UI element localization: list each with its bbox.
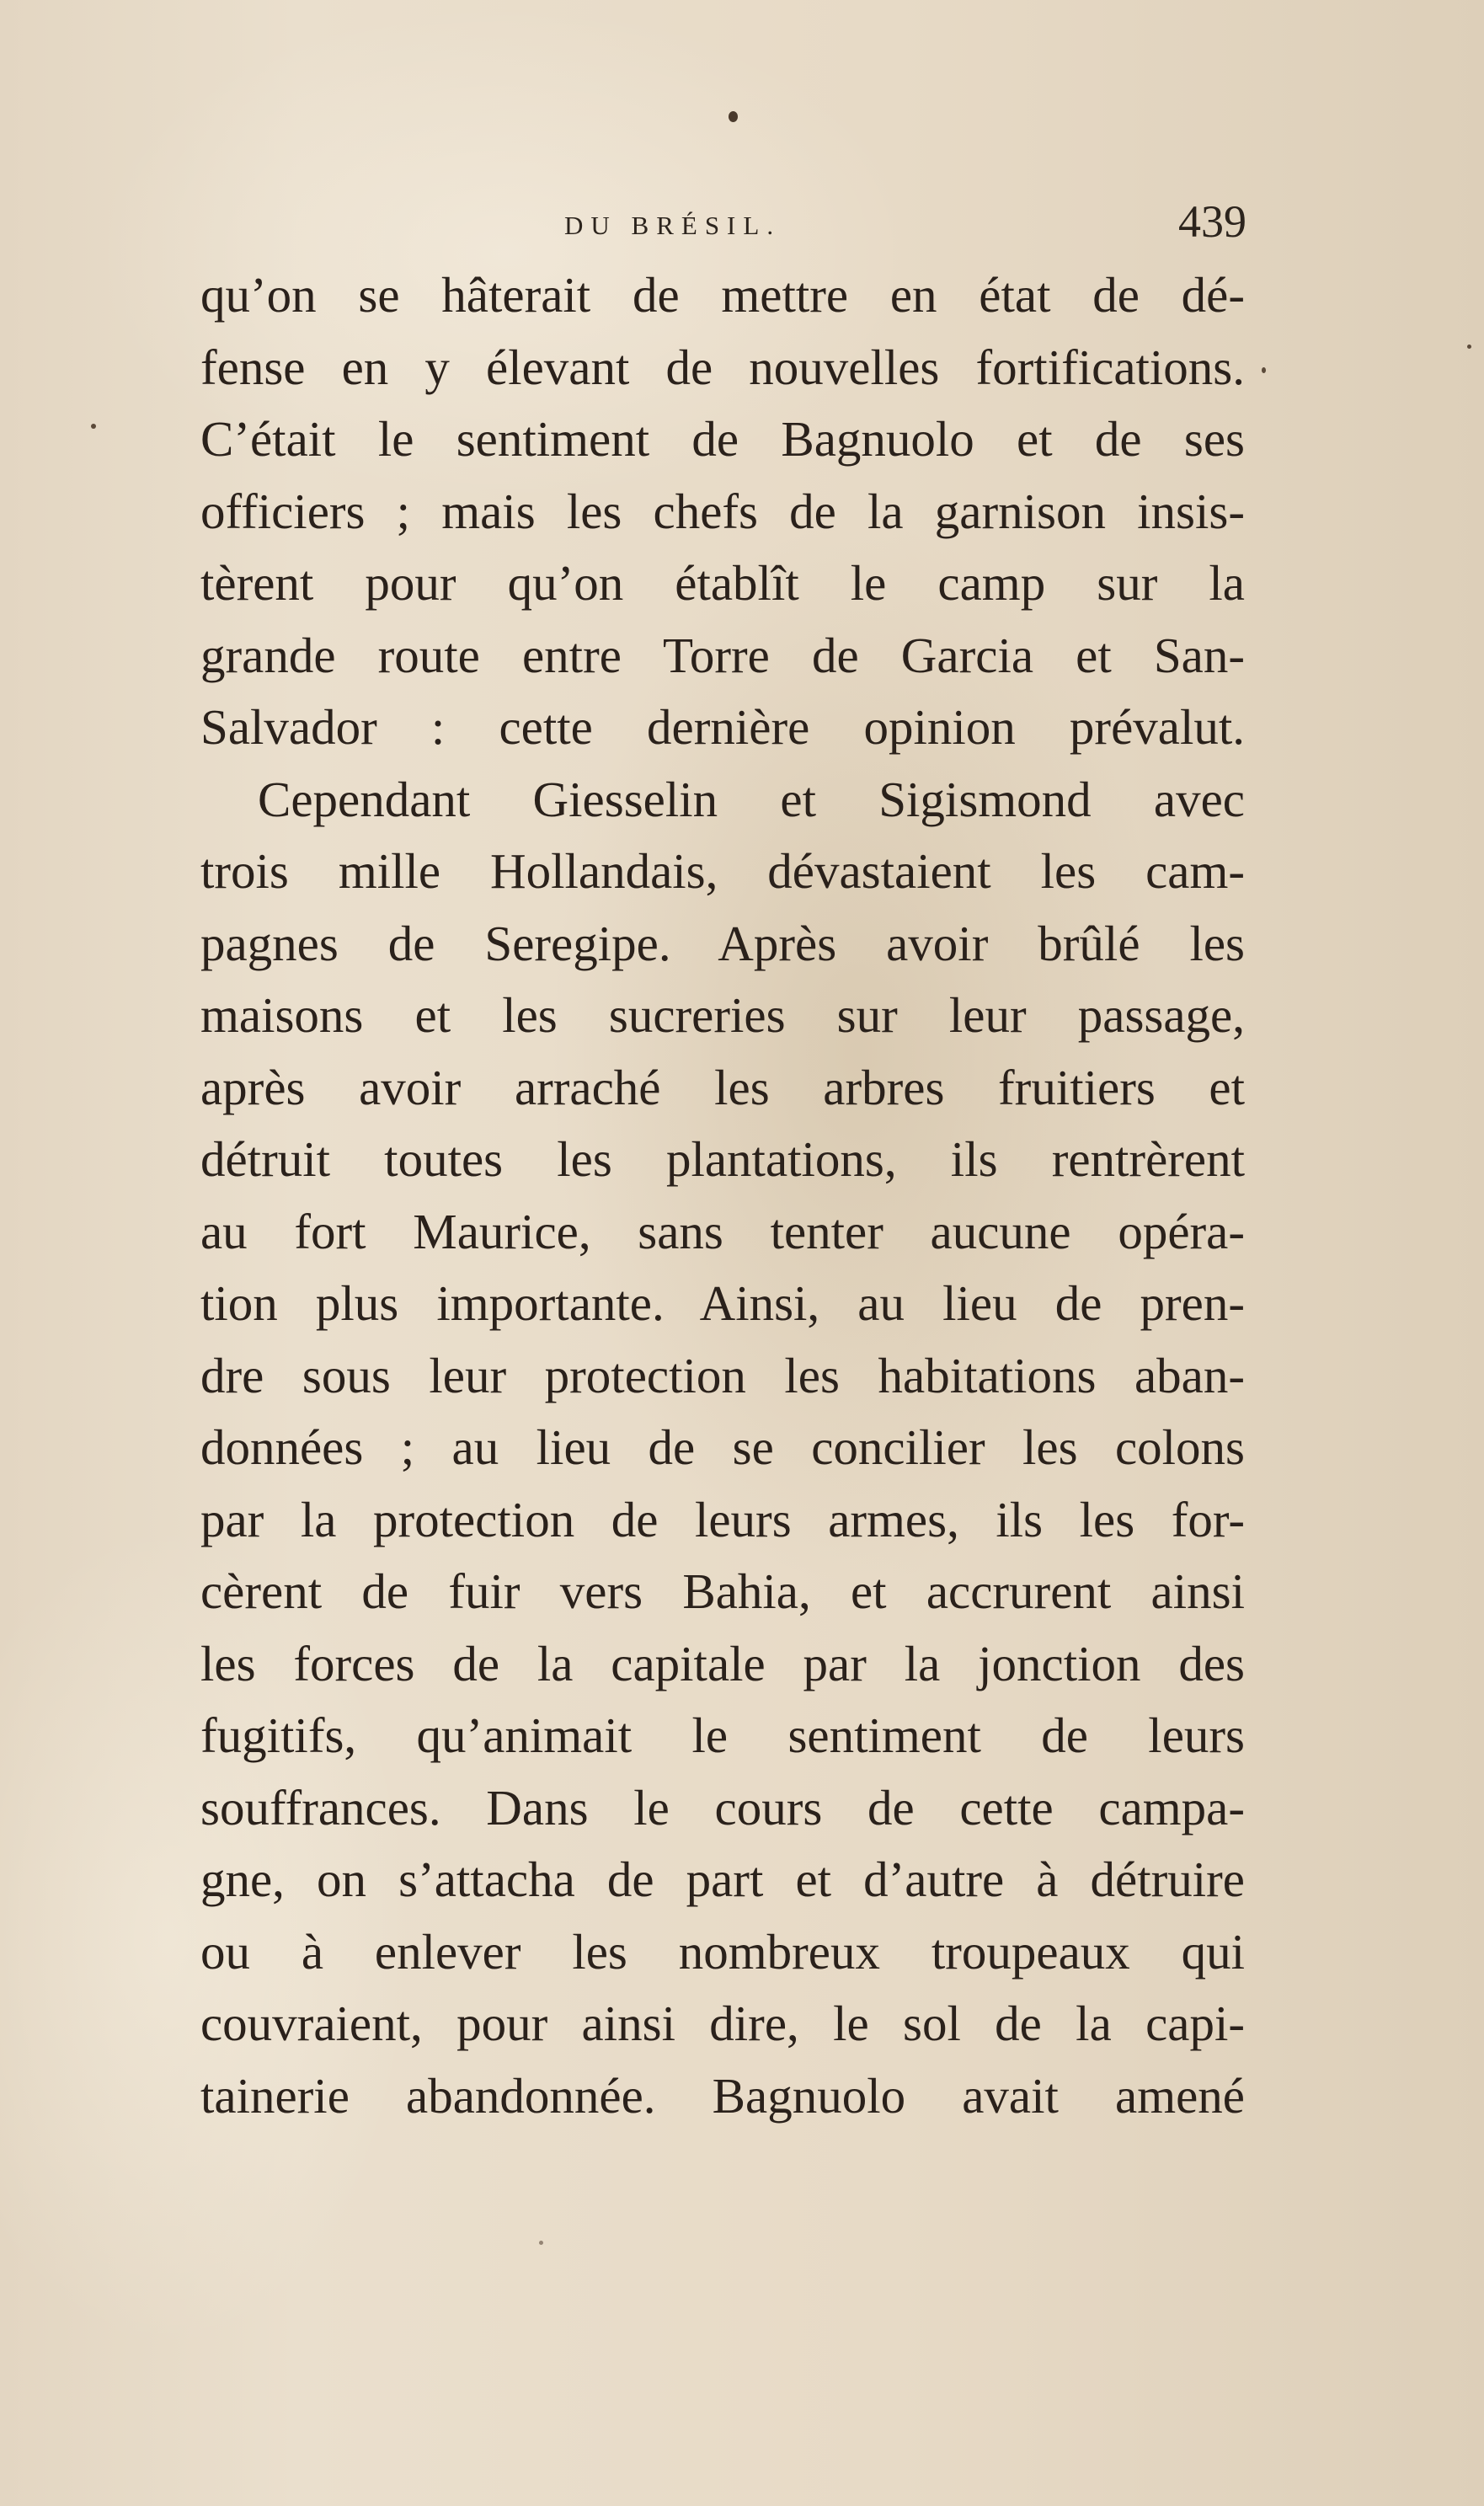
body-text	[200, 259, 1245, 2132]
text-line: maisons et les sucreries sur leur passage,	[200, 987, 1245, 1043]
paper-speck	[539, 2241, 543, 2245]
text-line: pagnes de Seregipe. Après avoir brûlé les	[200, 915, 1245, 971]
text-line: souffrances. Dans le cours de cette campa-	[200, 1779, 1245, 1835]
text-line: Salvador : cette dernière opinion prévalut.	[200, 699, 1245, 755]
text-line: détruit toutes les plantations, ils rentrèrent	[200, 1131, 1245, 1187]
paper-speck	[729, 111, 738, 122]
text-line: couvraient, pour ainsi dire, le sol de la capi-	[200, 1996, 1245, 2051]
text-line: par la protection de leurs armes, ils les for-	[200, 1491, 1245, 1547]
text-line: fense en y élevant de nouvelles fortifications.	[200, 339, 1245, 395]
text-line: C’était le sentiment de Bagnuolo et de ses	[200, 411, 1245, 467]
text-line: officiers ; mais les chefs de la garnison insis-	[200, 483, 1245, 539]
running-title: DU BRÉSIL.	[564, 211, 782, 240]
text-line: trois mille Hollandais, dévastaient les cam-	[200, 843, 1245, 899]
paper-speck	[1262, 367, 1266, 373]
text-line: ou à enlever les nombreux troupeaux qui	[200, 1923, 1245, 1980]
running-head	[505, 196, 1246, 251]
text-line: les forces de la capitale par la jonction des	[200, 1635, 1245, 1691]
text-line: fugitifs, qu’animait le sentiment de leurs	[200, 1707, 1245, 1763]
text-line: données ; au lieu de se concilier les colons	[200, 1419, 1245, 1475]
text-line: après avoir arraché les arbres fruitiers et	[200, 1059, 1245, 1115]
text-line: tèrent pour qu’on établît le camp sur la	[200, 555, 1245, 611]
text-line: dre sous leur protection les habitations aban-	[200, 1347, 1245, 1403]
text-line: qu’on se hâterait de mettre en état de dé-	[200, 267, 1245, 323]
text-line: tion plus importante. Ainsi, au lieu de pren-	[200, 1275, 1245, 1331]
text-line: au fort Maurice, sans tenter aucune opéra-	[200, 1203, 1245, 1259]
text-line: cèrent de fuir vers Bahia, et accrurent ainsi	[200, 1563, 1245, 1619]
paper-speck	[1467, 345, 1471, 349]
text-line: tainerie abandonnée. Bagnuolo avait amené	[200, 2067, 1245, 2124]
text-line: grande route entre Torre de Garcia et San-	[200, 627, 1245, 683]
text-line: Cependant Giesselin et Sigismond avec	[258, 771, 1245, 827]
paper-speck	[91, 424, 96, 429]
text-line: gne, on s’attacha de part et d’autre à détruire	[200, 1851, 1245, 1907]
page-number: 439	[1178, 196, 1246, 247]
